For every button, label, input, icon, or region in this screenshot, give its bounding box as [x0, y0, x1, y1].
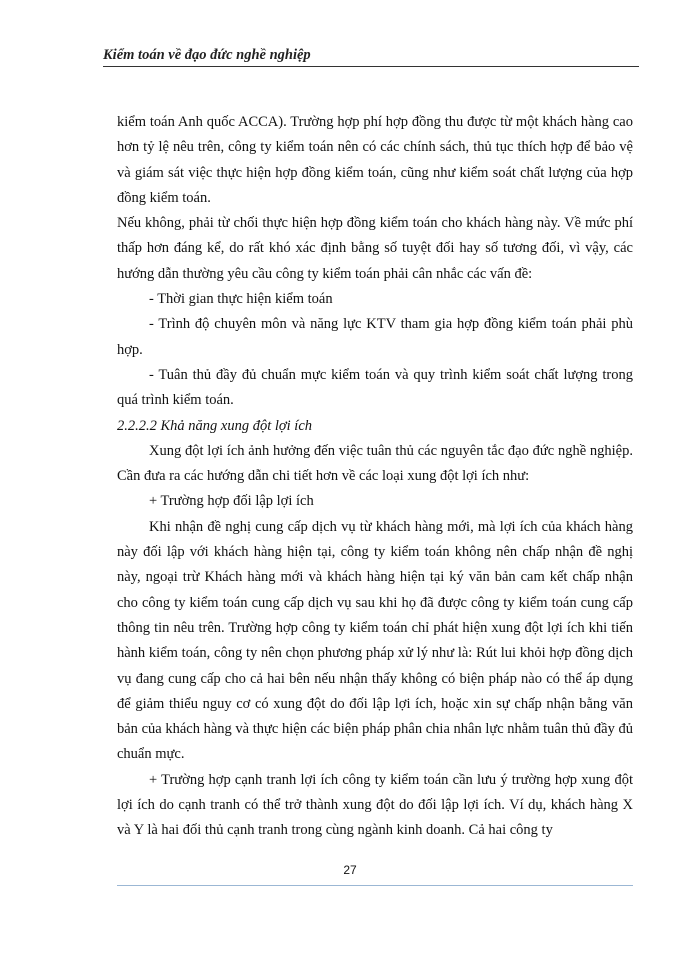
- paragraph-opposing-interest: Khi nhận đề nghị cung cấp dịch vụ từ khách hàng mới, mà lợi ích của khách hàng này đối lập với khách hàng hiện tại, công ty kiểm toán không nên chấp nhận đề nghị này, ngoại trừ Khách hàng mới và khách hàng hiện tại ký văn bản cam kết chấp nhận cho công ty kiểm toán cung cấp dịch vụ sau khi họ đã được công ty kiểm toán cung cấp thông tin nêu trên. Trường hợp công ty kiểm toán chỉ phát hiện xung đột lợi ích khi tiến hành kiểm toán, công ty nên chọn phương pháp xử lý như là: Rút lui khỏi hợp đồng dịch vụ đang cung cấp cho cả hai bên nếu nhận thấy không có biện pháp nào có thể áp dụng để giảm thiểu nguy cơ có xung đột do đối lập lợi ích, hoặc xin sự chấp nhận bằng văn bản của khách hàng và thực hiện các biện pháp phân chia nhân lực nhằm tuân thủ đầy đủ chuẩn mực.: [117, 518, 633, 763]
- subheading-opposing-interest: + Trường hợp đối lập lợi ích: [149, 493, 314, 510]
- paragraph-conflict-intro: Xung đột lợi ích ảnh hưởng đến việc tuân thủ các nguyên tắc đạo đức nghề nghiệp. Cần đưa ra các hướng dẫn chi tiết hơn về các loại xung đột lợi ích như:: [117, 442, 633, 485]
- page-body: [117, 110, 633, 844]
- bullet-time: - Thời gian thực hiện kiểm toán: [149, 291, 333, 308]
- section-heading: 2.2.2.2 Khả năng xung đột lợi ích: [117, 417, 313, 434]
- header-divider: [103, 66, 639, 67]
- paragraph-continuation: kiểm toán Anh quốc ACCA). Trường hợp phí hợp đồng thu được từ một khách hàng cao hơn tỷ lệ nêu trên, công ty kiểm toán nên có các chính sách, thủ tục thích hợp để bảo vệ và giám sát việc thực hiện hợp đồng kiểm toán, cũng như kiểm soát chất lượng của hợp đồng kiểm toán.: [117, 114, 633, 206]
- bullet-competence: - Trình độ chuyên môn và năng lực KTV tham gia hợp đồng kiểm toán phải phù hợp.: [117, 316, 633, 358]
- footer-divider: [117, 885, 633, 886]
- paragraph-competing-interest: + Trường hợp cạnh tranh lợi ích công ty kiểm toán cần lưu ý trường hợp xung đột lợi ích do cạnh tranh có thể trở thành xung đột do đối lập lợi ích. Ví dụ, khách hàng X và Y là hai đối thủ cạnh tranh trong cùng ngành kinh doanh. Cả hai công ty: [117, 771, 633, 839]
- running-header: Kiểm toán về đạo đức nghề nghiệp: [103, 47, 311, 63]
- bullet-compliance: - Tuân thủ đầy đủ chuẩn mực kiểm toán và quy trình kiểm soát chất lượng trong quá trình kiểm toán.: [117, 366, 633, 409]
- page-number: 27: [343, 863, 357, 877]
- paragraph-refusal: Nếu không, phải từ chối thực hiện hợp đồng kiểm toán cho khách hàng này. Về mức phí thấp hơn đáng kể, do rất khó xác định bằng số tuyệt đối hay số tương đối, vì vậy, các hướng dẫn thường yêu cầu công ty kiểm toán phải cân nhắc các vấn đề:: [117, 215, 633, 282]
